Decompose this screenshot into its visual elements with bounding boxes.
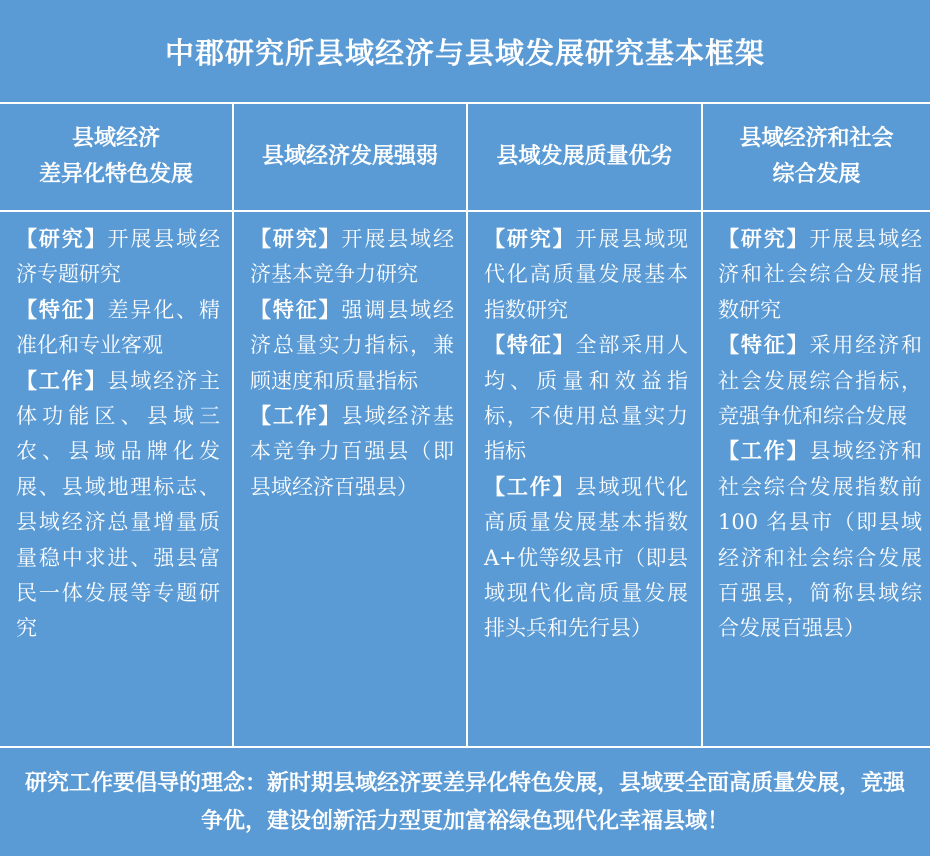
section-text: 强调县域经济总量实力指标，兼顾速度和质量指标 [250,297,454,393]
section-text: 开展县域经济基本竞争力研究 [250,227,454,287]
column-header-quality [468,104,701,210]
section-tag: 【特征】 [718,333,810,358]
section-work [250,399,454,505]
column-header-line: 差异化特色发展 [38,162,193,187]
section-text: 县域经济基本竞争力百强县（即县域经济百强县） [250,404,454,499]
section-feature [718,328,922,434]
column-header-differentiated [0,104,232,210]
section-text: 开展县域现代化高质量发展基本指数研究 [484,227,688,322]
column-body-comprehensive [718,222,922,742]
section-research [484,222,688,328]
section-text: 开展县域经济专题研究 [16,227,220,287]
section-tag: 【工作】 [250,404,342,429]
section-tag: 【工作】 [718,439,810,464]
column-header-line: 县域经济和社会 [739,126,894,151]
section-text: 全部采用人均、质量和效益指标，不使用总量实力指标 [484,333,688,464]
divider [0,210,930,212]
section-tag: 【特征】 [484,333,576,358]
section-research [718,222,922,328]
section-work [484,470,688,647]
section-text: 采用经济和社会发展综合指标，竞强争优和综合发展 [718,333,922,429]
section-tag: 【工作】 [16,368,108,393]
section-tag: 【特征】 [16,297,108,322]
section-work [16,364,220,647]
column-body-differentiated [16,222,220,742]
section-text: 差异化、精准化和专业客观 [16,297,220,358]
section-text: 县域经济和社会综合发展指数前 100 名县市（即县域经济和社会综合发展百强县，简称县域综合发展百强县） [718,439,922,641]
column-header-line: 县域发展质量优劣 [496,144,673,169]
section-work [718,434,922,646]
section-tag: 【研究】 [16,227,108,251]
section-feature [250,293,454,399]
section-tag: 【研究】 [484,227,576,251]
section-text: 开展县域经济和社会综合发展指数研究 [718,227,922,322]
section-tag: 【研究】 [718,227,810,251]
column-body-quality [484,222,688,742]
section-tag: 【特征】 [250,297,342,322]
page-title: 中郡研究所县域经济与县域发展研究基本框架 [164,35,765,70]
column-header-comprehensive [703,104,930,210]
section-feature [16,293,220,364]
column-header-line: 县域经济发展强弱 [261,144,438,169]
footer-motto: 研究工作要倡导的理念：新时期县域经济要差异化特色发展，县域要全面高质量发展，竞强争优，建设创新活力型更加富裕绿色现代化幸福县域！ [24,770,905,834]
column-body-strength [250,222,454,742]
column-header-line: 县域经济 [71,126,160,151]
section-tag: 【工作】 [484,474,576,499]
column-header-strength [234,104,466,210]
section-text: 县域现代化高质量发展基本指数A+优等级县市（即县域现代化高质量发展排头兵和先行县） [484,474,688,641]
section-research [16,222,220,293]
section-text: 县域经济主体功能区、县域三农、县域品牌化发展、县域地理标志、县域经济总量增量质量稳中求进、强县富民一体发展等专题研究 [16,368,220,641]
divider [0,746,930,748]
column-header-line: 综合发展 [772,162,861,187]
section-research [250,222,454,293]
section-feature [484,328,688,470]
section-tag: 【研究】 [250,227,342,251]
